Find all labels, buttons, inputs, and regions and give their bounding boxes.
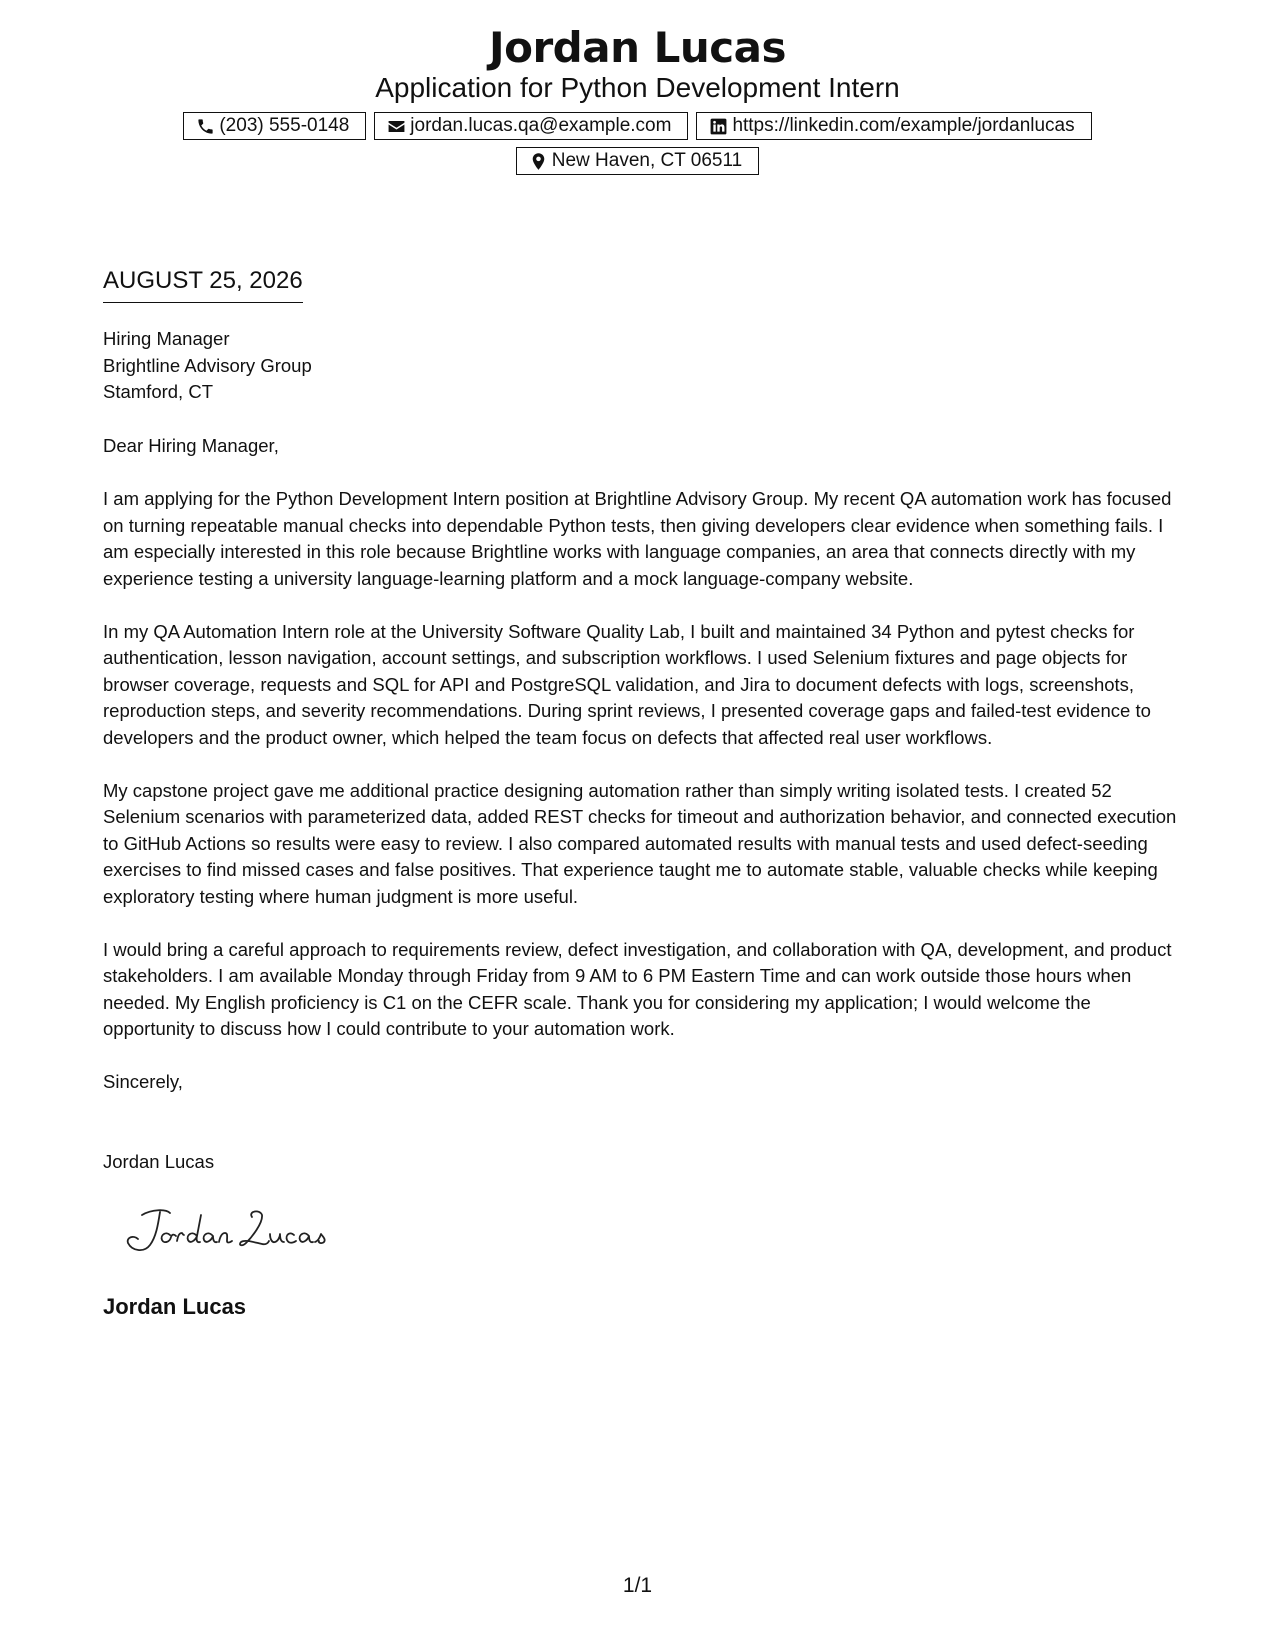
typed-name: Jordan Lucas (103, 1151, 215, 1172)
location-contact (516, 147, 759, 175)
salutation: Dear Hiring Manager, (103, 435, 279, 456)
body-paragraph: I am applying for the Python Development Intern position at Brightline Advisory Group. My recent QA automation work has focused on turning repeatable manual checks into dependable Python tests, then giving developers clear evidence when something fails. I am especially interested in this role because Brightline works with language companies, an area that connects directly with my experience testing a university language-learning platform and a mock language-company website. (103, 488, 1172, 589)
letter-header (0, 22, 1275, 175)
application-subtitle: Application for Python Development Intern (375, 72, 900, 103)
signature-name: Jordan Lucas (103, 1294, 247, 1319)
linkedin-text: https://linkedin.com/example/jordanlucas (732, 115, 1075, 136)
body-paragraph: My capstone project gave me additional practice designing automation rather than simply writing isolated tests. I created 52 Selenium scenarios with parameterized data, added REST checks for timeout and authorization behavior, and connected execution to GitHub Actions so results were easy to review. I also compared automated results with manual tests and used defect-seeding exercises to find missed cases and false positives. That experience taught me to automate stable, valuable checks while keeping exploratory testing where human judgment is more useful. (103, 779, 1177, 907)
recipient-location: Stamford, CT (103, 381, 213, 402)
letter-date: AUGUST 25, 2026 (103, 266, 303, 303)
phone-text: (203) 555-0148 (219, 115, 350, 136)
email-text: jordan.lucas.qa@example.com (410, 115, 672, 136)
contact-row-location (0, 147, 1275, 175)
recipient-block (103, 326, 312, 406)
handwritten-signature (122, 1203, 342, 1259)
closing: Sincerely, (103, 1071, 183, 1092)
phone-contact[interactable] (183, 112, 366, 140)
linkedin-contact[interactable] (696, 112, 1091, 140)
recipient-company: Brightline Advisory Group (103, 354, 312, 376)
linkedin-icon (709, 117, 728, 136)
applicant-name: Jordan Lucas (488, 23, 787, 72)
body-paragraph: In my QA Automation Intern role at the University Software Quality Lab, I built and maintained 34 Python and pytest checks for authentication, lesson navigation, account settings, and subscription workflows. I used Selenium fixtures and page objects for browser coverage, requests and SQL for API and PostgreSQL validation, and Jira to document defects with logs, screenshots, reproduction steps, and severity recommendations. During sprint reviews, I presented coverage gaps and failed-test evidence to developers and the product owner, which helped the team focus on defects that affected real user workflows. (103, 620, 1151, 748)
email-contact[interactable] (374, 112, 688, 140)
phone-icon (196, 117, 215, 136)
page-number: 1/1 (622, 1574, 653, 1597)
contact-row (0, 112, 1275, 140)
envelope-icon (387, 117, 406, 136)
map-marker-icon (529, 152, 548, 171)
location-text: New Haven, CT 06511 (551, 150, 743, 171)
letter-body (103, 433, 1178, 1069)
recipient-title: Hiring Manager (103, 328, 230, 349)
body-paragraph: I would bring a careful approach to requirements review, defect investigation, and collaboration with QA, development, and product stakeholders. I am available Monday through Friday from 9 AM to 6 PM Eastern Time and can work outside those hours when needed. My English proficiency is C1 on the CEFR scale. Thank you for considering my application; I would welcome the opportunity to discuss how I could contribute to your automation work. (103, 938, 1172, 1039)
